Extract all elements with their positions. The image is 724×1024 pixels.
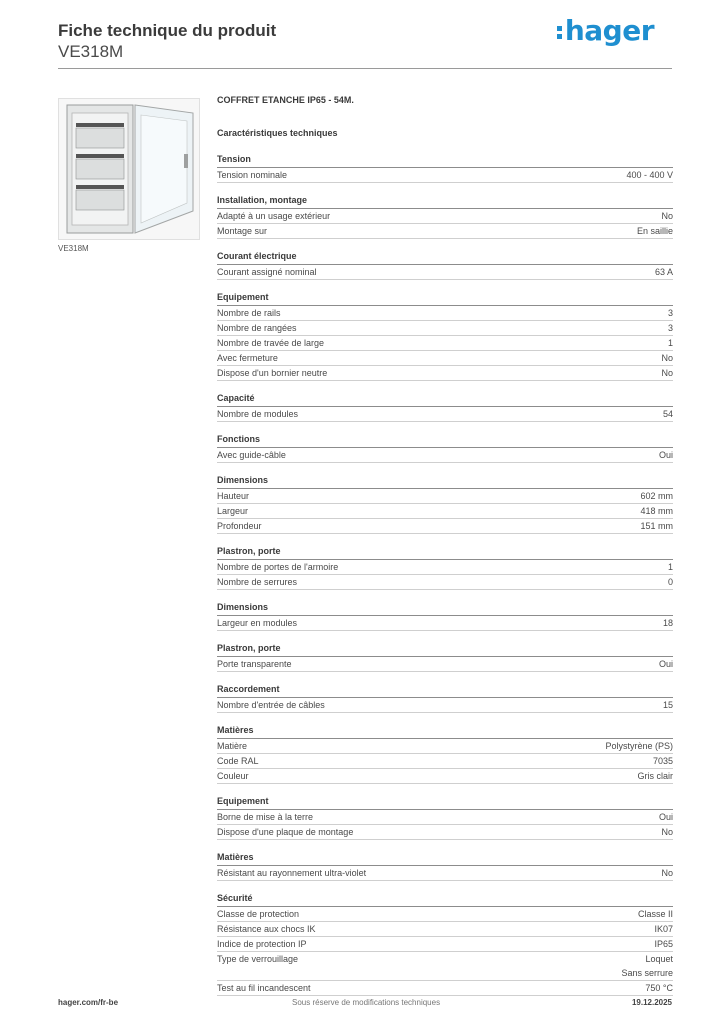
spec-value: No — [661, 211, 673, 221]
spec-label: Avec guide-câble — [217, 450, 286, 460]
section-title: Plastron, porte — [217, 641, 673, 657]
header-divider — [58, 68, 672, 69]
spec-value: 151 mm — [640, 521, 673, 531]
spec-section — [217, 891, 673, 996]
footer-date: 19.12.2025 — [631, 998, 672, 1007]
spec-value: 1 — [667, 562, 673, 572]
spec-value: 750 °C — [645, 983, 673, 993]
spec-row — [217, 366, 673, 381]
spec-row — [217, 519, 673, 534]
section-title: Capacité — [217, 391, 673, 407]
spec-value: 400 - 400 V — [626, 170, 673, 180]
spec-row — [217, 698, 673, 713]
footer-website: hager.com/fr-be — [58, 998, 119, 1007]
spec-row — [217, 560, 673, 575]
spec-value: No — [661, 827, 673, 837]
spec-value: Oui — [658, 659, 673, 669]
spec-value: IP65 — [654, 939, 673, 949]
spec-value: En saillie — [636, 226, 673, 236]
page-title: Fiche technique du produit — [58, 21, 277, 40]
hager-logo — [557, 14, 654, 47]
spec-row — [217, 504, 673, 519]
spec-value: Polystyrène (PS) — [605, 741, 673, 751]
spec-row — [217, 810, 673, 825]
spec-section — [217, 723, 673, 784]
spec-row — [217, 168, 673, 183]
spec-value: IK07 — [654, 924, 673, 934]
spec-value: 63 A — [654, 267, 673, 277]
spec-row — [217, 739, 673, 754]
section-title: Plastron, porte — [217, 544, 673, 560]
spec-row — [217, 306, 673, 321]
spec-label: Hauteur — [217, 491, 250, 501]
spec-section — [217, 641, 673, 672]
spec-label: Résistance aux chocs IK — [217, 924, 316, 934]
spec-label: Nombre de modules — [217, 409, 299, 419]
spec-row — [217, 952, 673, 981]
spec-label: Nombre d'entrée de câbles — [217, 700, 325, 710]
spec-label: Montage sur — [217, 226, 268, 236]
spec-label: Classe de protection — [217, 909, 300, 919]
spec-label: Avec fermeture — [217, 353, 278, 363]
spec-value: 3 — [667, 308, 673, 318]
spec-value: 1 — [667, 338, 673, 348]
spec-value: Oui — [658, 450, 673, 460]
spec-value: 15 — [662, 700, 673, 710]
spec-value: No — [661, 368, 673, 378]
spec-label: Résistant au rayonnement ultra-violet — [217, 868, 367, 878]
spec-section — [217, 249, 673, 280]
spec-row — [217, 907, 673, 922]
spec-label: Code RAL — [217, 756, 259, 766]
spec-row — [217, 937, 673, 952]
spec-label: Nombre de rails — [217, 308, 281, 318]
document-header — [58, 20, 276, 62]
spec-label: Tension nominale — [217, 170, 288, 180]
spec-row — [217, 448, 673, 463]
spec-section — [217, 682, 673, 713]
spec-value: 418 mm — [640, 506, 673, 516]
section-title: Installation, montage — [217, 193, 673, 209]
spec-value: Classe II — [637, 909, 673, 919]
spec-label: Nombre de portes de l'armoire — [217, 562, 339, 572]
spec-label: Matière — [217, 741, 248, 751]
spec-row — [217, 825, 673, 840]
spec-value: Loquet Sans serrure — [621, 954, 673, 978]
spec-label: Type de verrouillage — [217, 954, 299, 964]
section-title: Sécurité — [217, 891, 673, 907]
spec-label: Couleur — [217, 771, 249, 781]
spec-value: Oui — [658, 812, 673, 822]
spec-row — [217, 981, 673, 996]
technical-specifications — [217, 92, 673, 1006]
spec-row — [217, 321, 673, 336]
spec-value: Gris clair — [637, 771, 673, 781]
spec-heading: Caractéristiques techniques — [217, 128, 338, 138]
spec-value: 602 mm — [640, 491, 673, 501]
spec-row — [217, 407, 673, 422]
enclosure-illustration — [59, 99, 199, 239]
section-title: Courant électrique — [217, 249, 673, 265]
spec-row — [217, 575, 673, 590]
spec-label: Nombre de serrures — [217, 577, 298, 587]
spec-label: Dispose d'une plaque de montage — [217, 827, 354, 837]
spec-label: Dispose d'un bornier neutre — [217, 368, 328, 378]
spec-section — [217, 794, 673, 840]
image-caption: VE318M — [58, 244, 89, 253]
section-title: Matières — [217, 850, 673, 866]
section-title: Fonctions — [217, 432, 673, 448]
spec-row — [217, 866, 673, 881]
spec-label: Courant assigné nominal — [217, 267, 317, 277]
spec-section — [217, 290, 673, 381]
spec-row — [217, 209, 673, 224]
spec-sections — [217, 152, 673, 996]
spec-value: 54 — [662, 409, 673, 419]
spec-value: No — [661, 868, 673, 878]
section-title: Equipement — [217, 794, 673, 810]
product-description: COFFRET ETANCHE IP65 - 54M. — [217, 95, 354, 105]
spec-row — [217, 224, 673, 239]
section-title: Dimensions — [217, 473, 673, 489]
spec-section — [217, 600, 673, 631]
spec-label: Porte transparente — [217, 659, 292, 669]
spec-label: Indice de protection IP — [217, 939, 307, 949]
spec-section — [217, 391, 673, 422]
section-title: Raccordement — [217, 682, 673, 698]
product-reference: VE318M — [58, 42, 124, 61]
spec-value: 7035 — [652, 756, 673, 766]
spec-section — [217, 850, 673, 881]
spec-row — [217, 657, 673, 672]
section-title: Tension — [217, 152, 673, 168]
spec-value: 3 — [667, 323, 673, 333]
spec-row — [217, 265, 673, 280]
spec-label: Largeur en modules — [217, 618, 298, 628]
spec-section — [217, 193, 673, 239]
product-image — [58, 98, 200, 240]
spec-value: No — [661, 353, 673, 363]
spec-row — [217, 754, 673, 769]
logo-dots-icon — [557, 23, 563, 42]
spec-row — [217, 769, 673, 784]
section-title: Matières — [217, 723, 673, 739]
spec-row — [217, 616, 673, 631]
spec-value: 18 — [662, 618, 673, 628]
spec-row — [217, 922, 673, 937]
spec-label: Test au fil incandescent — [217, 983, 311, 993]
spec-value: 0 — [667, 577, 673, 587]
spec-label: Borne de mise à la terre — [217, 812, 314, 822]
spec-label: Nombre de travée de large — [217, 338, 325, 348]
section-title: Dimensions — [217, 600, 673, 616]
spec-row — [217, 351, 673, 366]
spec-section — [217, 432, 673, 463]
spec-label: Profondeur — [217, 521, 262, 531]
footer-notice: Sous réserve de modifications techniques — [292, 998, 441, 1007]
spec-row — [217, 489, 673, 504]
spec-label: Largeur — [217, 506, 249, 516]
spec-section — [217, 473, 673, 534]
spec-label: Nombre de rangées — [217, 323, 297, 333]
spec-row — [217, 336, 673, 351]
spec-label: Adapté à un usage extérieur — [217, 211, 331, 221]
spec-section — [217, 544, 673, 590]
section-title: Equipement — [217, 290, 673, 306]
logo-text: hager — [564, 14, 654, 47]
spec-section — [217, 152, 673, 183]
